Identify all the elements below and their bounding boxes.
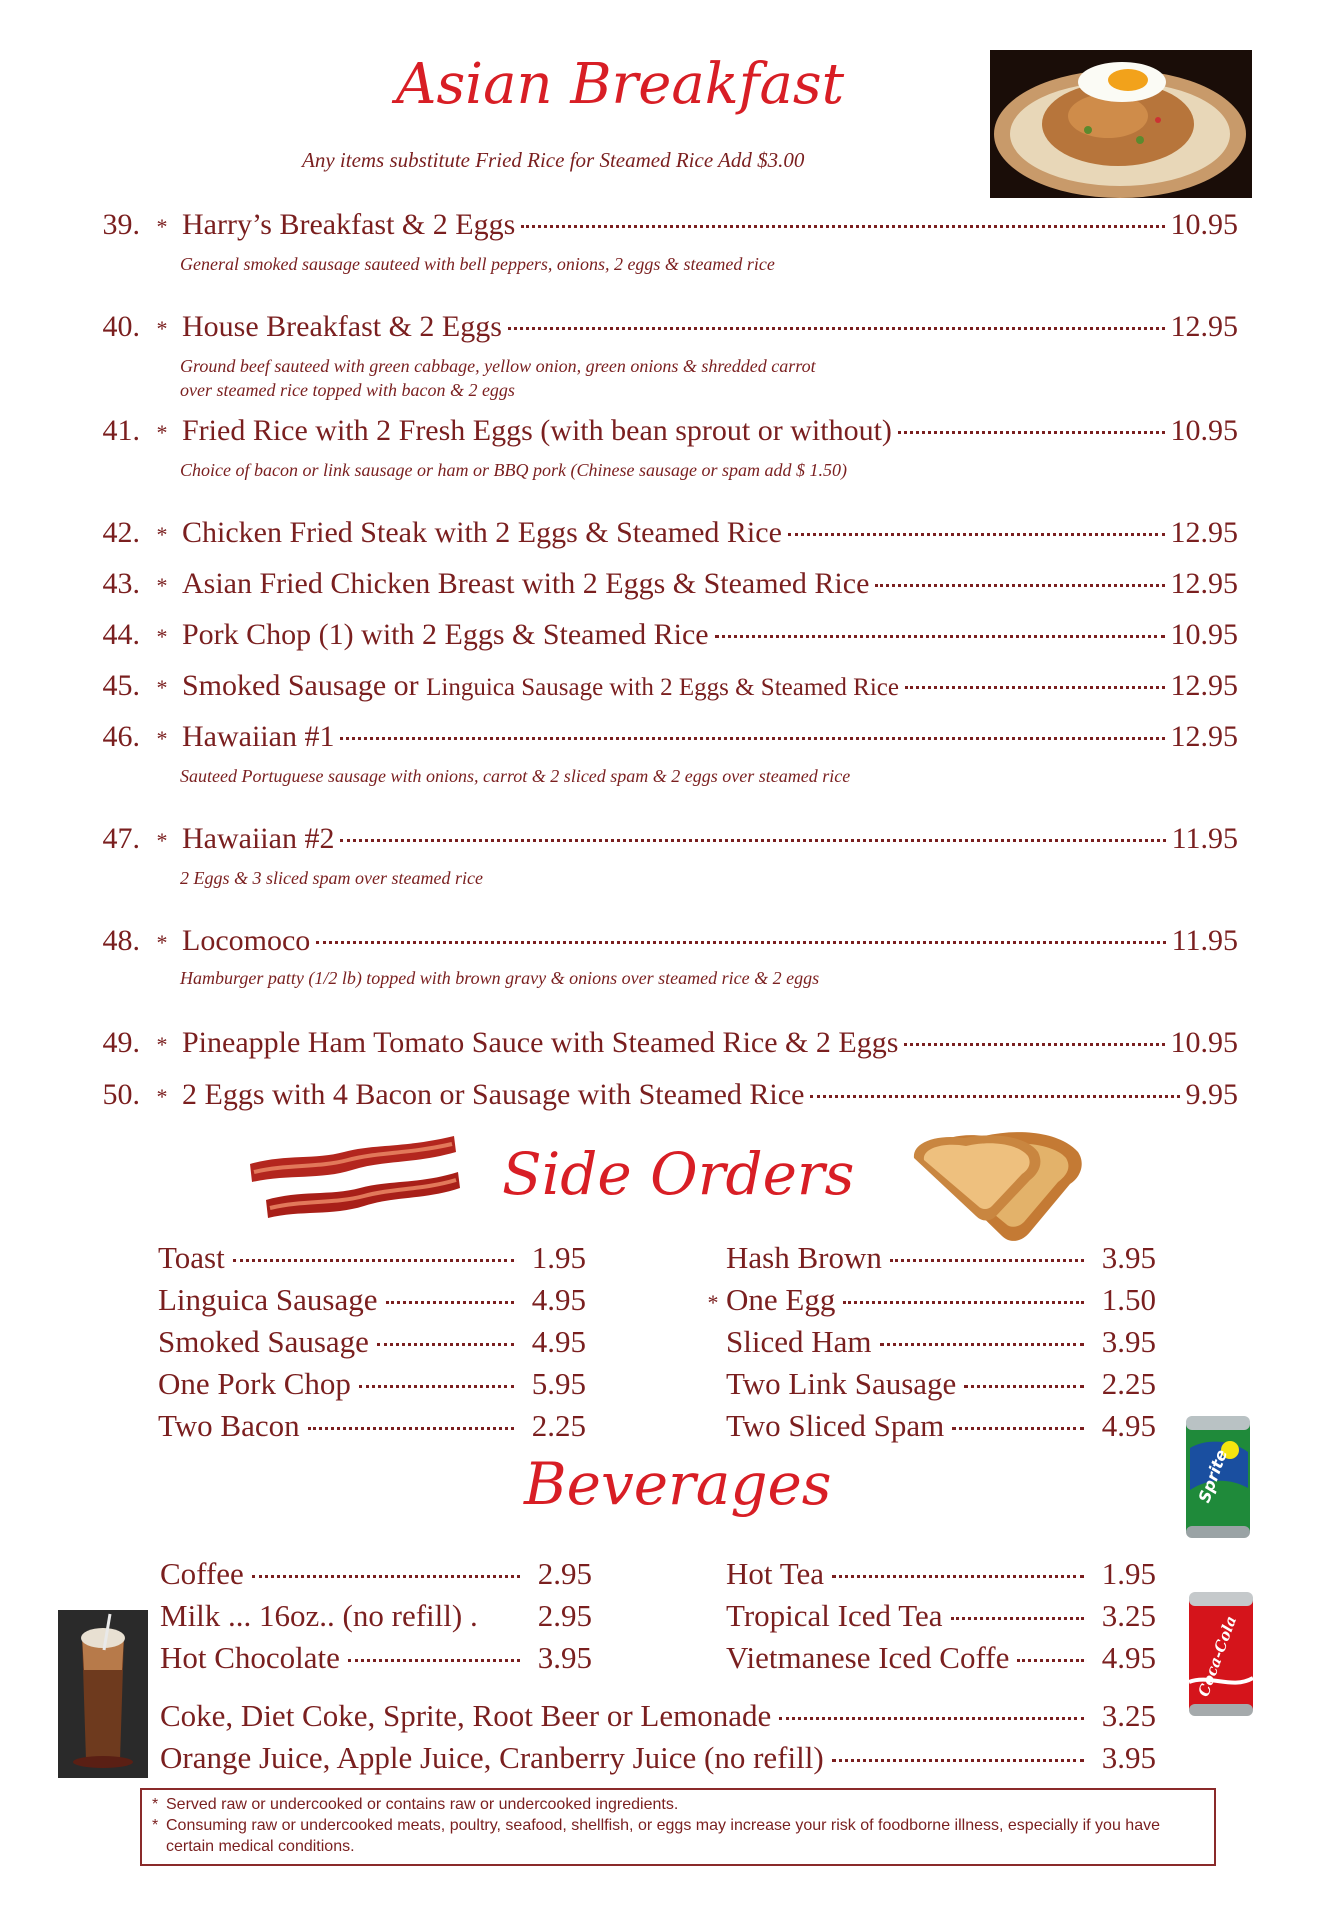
side-name: Two Link Sausage	[726, 1366, 957, 1401]
side-item-toast	[158, 1240, 586, 1280]
leader-dots	[788, 533, 1165, 536]
sprite-can-image	[1182, 1408, 1254, 1549]
raw-marker: *	[156, 1032, 168, 1057]
menu-item-44	[88, 618, 1238, 658]
item-price: 12.95	[1170, 516, 1238, 549]
raw-marker: *	[156, 420, 168, 445]
bev-name: Coffee	[160, 1556, 244, 1591]
item-description: Hamburger patty (1/2 lb) topped with brown gravy & onions over steamed rice & 2 eggs	[180, 968, 820, 988]
bev-name: Orange Juice, Apple Juice, Cranberry Juice (no refill)	[160, 1740, 824, 1775]
notice-text: Served raw or undercooked or contains raw or undercooked ingredients.	[166, 1796, 679, 1813]
menu-item-46	[88, 720, 1238, 760]
item-name	[182, 669, 899, 703]
leader-dots	[521, 225, 1164, 228]
item-price: 9.95	[1185, 1078, 1238, 1111]
raw-marker: *	[156, 1084, 168, 1109]
side-price: 1.95	[531, 1240, 586, 1275]
leader-dots	[951, 1617, 1085, 1620]
item-name: Harry’s Breakfast & 2 Eggs	[182, 208, 516, 241]
leader-dots	[905, 686, 1165, 689]
leader-dots	[779, 1717, 1084, 1720]
item-name: Pork Chop (1) with 2 Eggs & Steamed Rice	[182, 618, 709, 651]
item-number: 42.	[102, 516, 140, 549]
menu-item-42	[88, 516, 1238, 556]
item-price: 12.95	[1170, 720, 1238, 753]
item-price: 11.95	[1171, 822, 1238, 855]
side-name: One Pork Chop	[158, 1366, 351, 1401]
item-number: 43.	[102, 567, 140, 600]
item-description: 2 Eggs & 3 sliced spam over steamed rice	[180, 868, 483, 888]
food-safety-notice	[140, 1788, 1216, 1866]
bev-price: 3.25	[1101, 1698, 1156, 1733]
item-price: 12.95	[1170, 669, 1238, 702]
item-number: 41.	[102, 414, 140, 447]
side-price: 5.95	[531, 1366, 586, 1401]
leader-dots	[340, 737, 1164, 740]
leader-dots	[843, 1301, 1084, 1304]
menu-item-41	[88, 414, 1238, 454]
leader-dots	[952, 1427, 1084, 1430]
bev-price: 1.95	[1101, 1556, 1156, 1591]
item-price: 11.95	[1171, 924, 1238, 957]
item-price: 10.95	[1170, 414, 1238, 447]
bev-name: Hot Tea	[726, 1556, 824, 1591]
menu-item-45	[88, 669, 1238, 709]
item-name-main: Smoked Sausage or	[182, 669, 419, 702]
item-number: 40.	[102, 310, 140, 343]
side-item-one-egg	[700, 1282, 1156, 1322]
side-price: 3.95	[1101, 1240, 1156, 1275]
item-number: 50.	[102, 1078, 140, 1111]
leader-dots	[377, 1343, 514, 1346]
leader-dots	[252, 1575, 520, 1578]
leader-dots	[715, 635, 1165, 638]
raw-marker: *	[156, 624, 168, 649]
bev-name: Vietmanese Iced Coffe	[726, 1640, 1010, 1675]
leader-dots	[308, 1427, 514, 1430]
raw-marker: *	[156, 573, 168, 598]
bev-item-juices	[160, 1740, 1156, 1780]
leader-dots	[359, 1385, 514, 1388]
item-number: 39.	[102, 208, 140, 241]
item-name: Pineapple Ham Tomato Sauce with Steamed Rice & 2 Eggs	[182, 1026, 899, 1059]
coke-can-label: Coca-Cola	[1194, 1613, 1241, 1700]
notice-asterisk: *	[152, 1817, 159, 1834]
bev-price: 3.25	[1101, 1598, 1156, 1633]
item-name: Asian Fried Chicken Breast with 2 Eggs & Steamed Rice	[182, 567, 870, 600]
raw-marker: *	[156, 522, 168, 547]
item-description: Sauteed Portuguese sausage with onions, carrot & 2 sliced spam & 2 eggs over steamed rice	[180, 766, 851, 786]
side-item-linguica	[158, 1282, 586, 1322]
raw-marker: *	[156, 214, 168, 239]
menu-item-49	[88, 1026, 1238, 1066]
menu-item-48	[88, 924, 1238, 964]
side-price: 4.95	[531, 1324, 586, 1359]
side-name: Smoked Sausage	[158, 1324, 369, 1359]
bev-name: Tropical Iced Tea	[726, 1598, 943, 1633]
item-number: 45.	[102, 669, 140, 702]
item-number: 44.	[102, 618, 140, 651]
leader-dots	[316, 941, 1165, 944]
fried-rice-photo	[990, 50, 1252, 198]
bev-price: 3.95	[537, 1640, 592, 1675]
side-name: Two Sliced Spam	[726, 1408, 945, 1443]
bacon-illustration	[244, 1130, 462, 1239]
side-item-sliced-ham	[700, 1324, 1156, 1364]
item-name: Hawaiian #1	[182, 720, 335, 753]
side-item-two-bacon	[158, 1408, 586, 1448]
bev-price: 2.95	[537, 1556, 592, 1591]
side-price: 1.50	[1101, 1282, 1156, 1317]
raw-marker: *	[156, 316, 168, 341]
item-name: Chicken Fried Steak with 2 Eggs & Steamed Rice	[182, 516, 782, 549]
item-price: 10.95	[1170, 1026, 1238, 1059]
bev-price: 2.95	[537, 1598, 592, 1633]
side-price: 4.95	[531, 1282, 586, 1317]
menu-item-47	[88, 822, 1238, 862]
bev-name: Milk ... 16oz.. (no refill) .	[160, 1598, 478, 1633]
bev-name: Coke, Diet Coke, Sprite, Root Beer or Lemonade	[160, 1698, 772, 1733]
item-name: 2 Eggs with 4 Bacon or Sausage with Steamed Rice	[182, 1078, 805, 1111]
item-description: General smoked sausage sauteed with bell peppers, onions, 2 eggs & steamed rice	[180, 254, 775, 274]
toast-illustration	[910, 1124, 1094, 1255]
raw-marker: *	[156, 828, 168, 853]
item-name: Locomoco	[182, 924, 311, 957]
item-name: Fried Rice with 2 Fresh Eggs (with bean sprout or without)	[182, 414, 892, 447]
bev-price: 3.95	[1101, 1740, 1156, 1775]
bev-price: 4.95	[1101, 1640, 1156, 1675]
side-name: Hash Brown	[726, 1240, 882, 1275]
side-price: 2.25	[531, 1408, 586, 1443]
leader-dots	[386, 1301, 514, 1304]
item-description: Ground beef sauteed with green cabbage, yellow onion, green onions & shredded carrot	[180, 356, 816, 376]
item-description-cont: over steamed rice topped with bacon & 2 eggs	[180, 380, 515, 400]
item-name: Hawaiian #2	[182, 822, 335, 855]
coke-can-image	[1186, 1586, 1256, 1725]
item-number: 49.	[102, 1026, 140, 1059]
bev-item-coffee	[160, 1556, 592, 1596]
side-item-hash-brown	[700, 1240, 1156, 1280]
leader-dots	[832, 1575, 1084, 1578]
raw-marker: *	[156, 675, 168, 700]
leader-dots	[340, 839, 1165, 842]
raw-marker: *	[156, 930, 168, 955]
menu-item-43	[88, 567, 1238, 607]
side-price: 3.95	[1101, 1324, 1156, 1359]
side-name: Two Bacon	[158, 1408, 300, 1443]
side-item-smoked-sausage	[158, 1324, 586, 1364]
side-price: 4.95	[1101, 1408, 1156, 1443]
bev-item-tropical-iced-tea	[726, 1598, 1156, 1638]
item-name: House Breakfast & 2 Eggs	[182, 310, 502, 343]
raw-marker: *	[156, 726, 168, 751]
bev-item-milk	[160, 1598, 592, 1638]
item-price: 12.95	[1170, 567, 1238, 600]
menu-item-50	[88, 1078, 1238, 1118]
bev-item-vietnamese-iced-coffee	[726, 1640, 1156, 1680]
leader-dots	[348, 1659, 520, 1662]
item-description: Choice of bacon or link sausage or ham or BBQ pork (Chinese sausage or spam add $ 1.50)	[180, 460, 847, 480]
leader-dots	[508, 327, 1165, 330]
bev-name: Hot Chocolate	[160, 1640, 340, 1675]
bev-item-hot-tea	[726, 1556, 1156, 1596]
raw-marker: *	[707, 1290, 719, 1315]
leader-dots	[904, 1043, 1164, 1046]
leader-dots	[880, 1343, 1085, 1346]
breakfast-note: Any items substitute Fried Rice for Steamed Rice Add $3.00	[302, 148, 805, 172]
side-item-link-sausage	[700, 1366, 1156, 1406]
bev-item-sodas	[160, 1698, 1156, 1738]
side-name: Linguica Sausage	[158, 1282, 378, 1317]
leader-dots	[875, 584, 1164, 587]
item-name-small: Linguica Sausage with 2 Eggs & Steamed Rice	[426, 674, 899, 701]
item-number: 46.	[102, 720, 140, 753]
breakfast-title: Asian Breakfast	[396, 52, 845, 117]
leader-dots	[964, 1385, 1084, 1388]
item-price: 10.95	[1170, 618, 1238, 651]
side-orders-title: Side Orders	[502, 1140, 855, 1208]
side-item-pork-chop	[158, 1366, 586, 1406]
leader-dots	[1017, 1659, 1084, 1662]
leader-dots	[832, 1759, 1084, 1762]
leader-dots	[898, 431, 1165, 434]
side-name: Sliced Ham	[726, 1324, 872, 1359]
menu-item-40	[88, 310, 1238, 350]
sprite-can-label: Sprite	[1194, 1447, 1232, 1506]
item-number: 48.	[102, 924, 140, 957]
beverages-title: Beverages	[524, 1450, 832, 1518]
item-price: 12.95	[1170, 310, 1238, 343]
side-name: Toast	[158, 1240, 225, 1275]
iced-coffee-photo	[58, 1610, 148, 1778]
notice-text: Consuming raw or undercooked meats, poultry, seafood, shellfish, or eggs may increase your risk of foodborne illness, especially if you have certain medical conditions.	[166, 1817, 1160, 1855]
item-number: 47.	[102, 822, 140, 855]
notice-line-2	[152, 1815, 1204, 1857]
side-name: One Egg	[726, 1282, 836, 1317]
side-item-sliced-spam	[700, 1408, 1156, 1448]
leader-dots	[890, 1259, 1084, 1262]
item-price: 10.95	[1170, 208, 1238, 241]
leader-dots	[233, 1259, 514, 1262]
leader-dots	[810, 1095, 1179, 1098]
bev-item-hot-chocolate	[160, 1640, 592, 1680]
notice-line-1	[152, 1794, 1204, 1815]
notice-asterisk: *	[152, 1796, 159, 1813]
side-price: 2.25	[1101, 1366, 1156, 1401]
menu-item-39	[88, 208, 1238, 248]
